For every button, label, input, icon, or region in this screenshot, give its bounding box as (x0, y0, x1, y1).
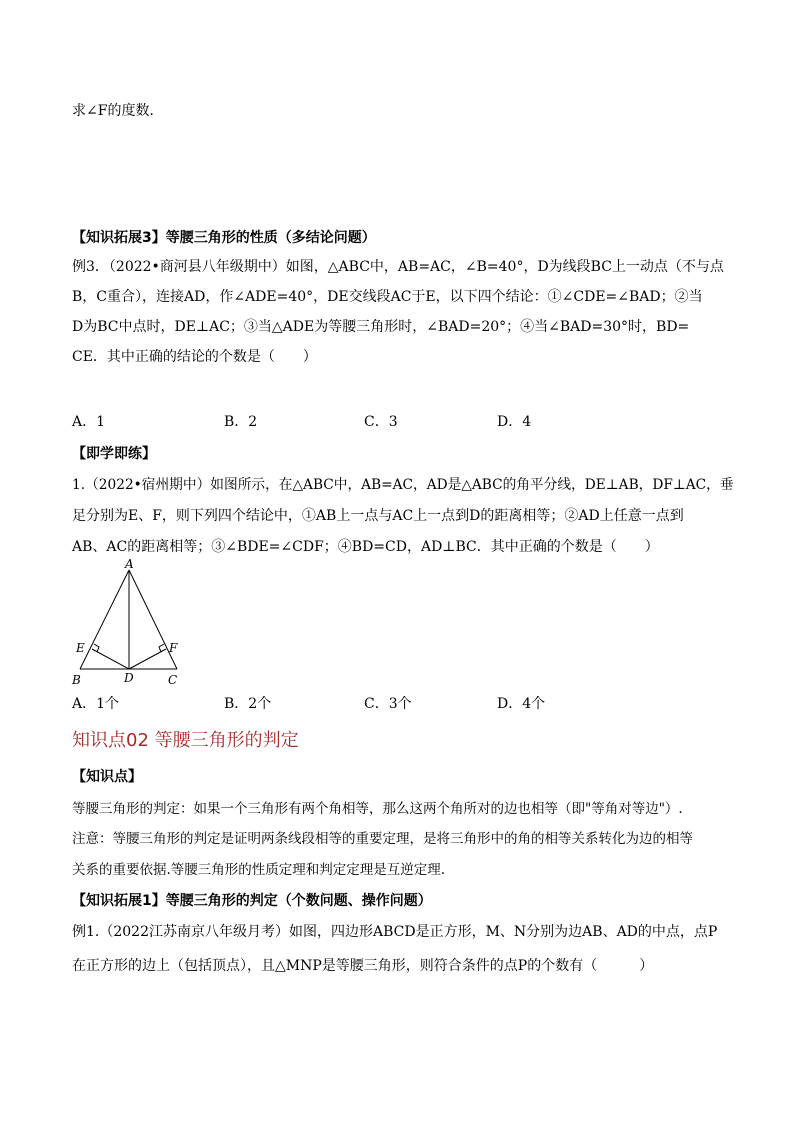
practice-option-b: B．2个 (224, 696, 272, 712)
ext3-title: 【知识拓展3】等腰三角形的性质（多结论问题） (72, 230, 376, 246)
kp02-label: 【知识点】 (72, 769, 142, 785)
practice-option-a: A．1个 (72, 696, 120, 712)
triangle-figure (70, 558, 190, 688)
ext1-title: 【知识拓展1】等腰三角形的判定（个数问题、操作问题） (72, 893, 432, 909)
ext3-line-3: D为BC中点时，DE⊥AC；③当△ADE为等腰三角形时，∠BAD=20°；④当∠BAD=30°时，BD= (72, 319, 690, 335)
ext1-line-1: 例1.（2022江苏南京八年级月考）如图，四边形ABCD是正方形，M、N分别为边AB、AD的中点，点P (72, 924, 718, 940)
kp02-title: 知识点02 等腰三角形的判定 (72, 730, 299, 751)
label-c: C (168, 673, 178, 687)
kp02-line-1: 等腰三角形的判定：如果一个三角形有两个角相等，那么这两个角所对的边也相等（即"等角对等边"）. (72, 801, 683, 817)
label-e: E (76, 641, 85, 655)
segment-de (92, 649, 129, 669)
ext3-option-b: B．2 (224, 414, 258, 430)
kp02-line-3: 关系的重要依据.等腰三角形的性质定理和判定定理是互逆定理. (72, 862, 446, 878)
label-b: B (72, 673, 81, 687)
ext3-option-c: C．3 (364, 414, 398, 430)
practice-title: 【即学即练】 (72, 446, 156, 462)
segment-df (129, 649, 166, 669)
practice-line-3: AB、AC的距离相等；③∠BDE=∠CDF；④BD=CD，AD⊥BC．其中正确的个数是（ ） (72, 539, 659, 555)
ext3-option-a: A．1 (72, 414, 106, 430)
practice-line-2: 足分别为E、F，则下列四个结论中，①AB上一点与AC上一点到D的距离相等；②AD上任意一点到 (72, 508, 684, 524)
practice-option-c: C．3个 (364, 696, 412, 712)
label-a: A (125, 558, 134, 571)
label-d: D (124, 671, 134, 685)
ext3-line-1: 例3．（2022•商河县八年级期中）如图，△ABC中，AB=AC，∠B=40°，D为线段BC上一动点（不与点 (72, 259, 724, 275)
top-line: 求∠F的度数． (72, 103, 164, 119)
ext1-line-2: 在正方形的边上（包括顶点），且△MNP是等腰三角形，则符合条件的点P的个数有（ ） (72, 958, 654, 974)
practice-line-1: 1.（2022•宿州期中）如图所示，在△ABC中，AB=AC，AD是△ABC的角平分线，DE⊥AB，DF⊥AC，垂 (72, 477, 734, 493)
ext3-line-4: CE．其中正确的结论的个数是（ ） (72, 349, 317, 365)
side-ab (80, 570, 129, 669)
ext3-line-2: B，C重合），连接AD，作∠ADE=40°，DE交线段AC于E，以下四个结论：①∠CDE=∠BAD；②当 (72, 289, 703, 305)
kp02-line-2: 注意：等腰三角形的判定是证明两条线段相等的重要定理，是将三角形中的角的相等关系转化为边的相等 (72, 831, 693, 847)
practice-option-d: D．4个 (497, 696, 546, 712)
ext3-option-d: D．4 (497, 414, 532, 430)
label-f: F (169, 641, 178, 655)
